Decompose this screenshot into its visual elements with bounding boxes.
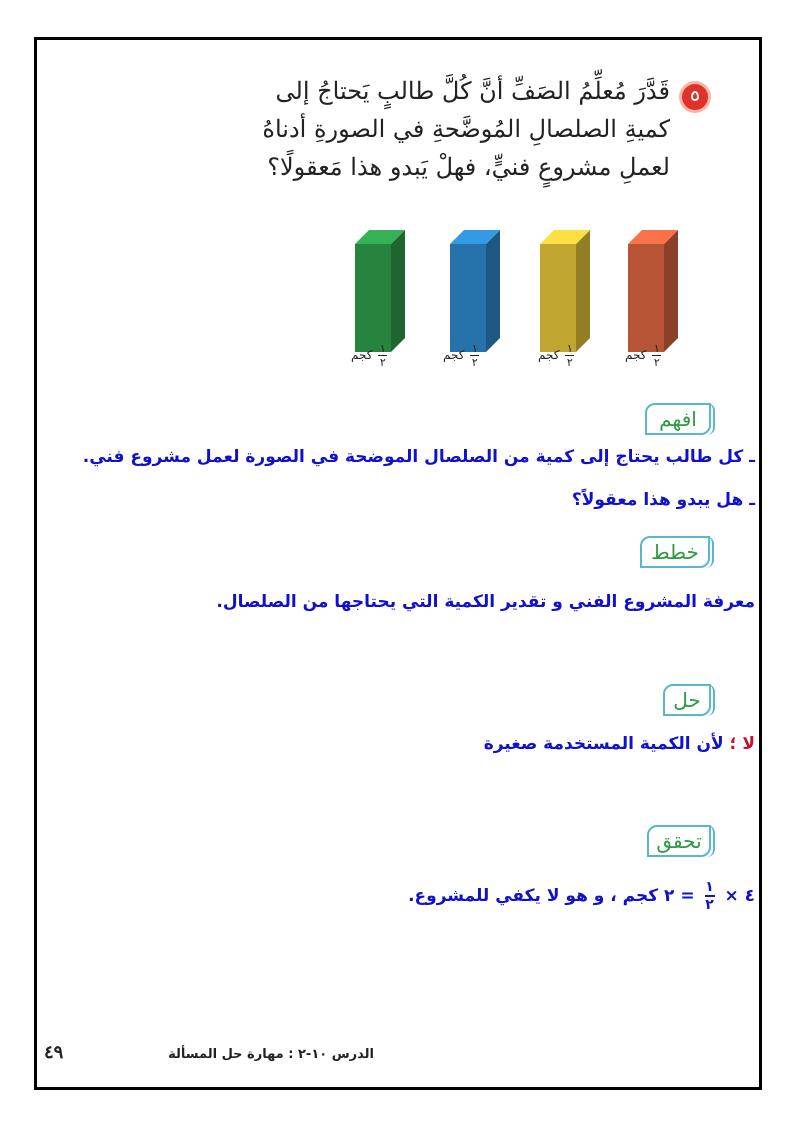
clay-block-green (355, 230, 405, 352)
clay-block-side (486, 230, 500, 352)
clay-blocks-illustration (0, 0, 800, 400)
problem-line-1: قَدَّرَ مُعلِّمُ الصَفِّ أنَّ كُلَّ طالبٍ يَحتاجُ إلى (275, 77, 670, 105)
problem-line-3: لعملِ مشروعٍ فنيٍّ، فهلْ يَبدو هذا مَعقولًا؟ (267, 153, 670, 181)
solve-answer: لا ؛ (729, 734, 755, 754)
problem-line-2: كميةِ الصلصالِ المُوضَّحةِ في الصورةِ أدناهُ (262, 115, 670, 143)
block-amount-green: $\frac{١}{٢}$ كجم (351, 342, 386, 369)
solve-reason: لأن الكمية المستخدمة صغيرة (483, 734, 724, 754)
solve-answer-line (484, 734, 755, 754)
clay-block-side (664, 230, 678, 352)
check-suffix: = ٢ كجم ، و هو لا يكفي للمشروع. (408, 886, 695, 906)
clay-block-front (355, 244, 391, 352)
clay-block-front (450, 244, 486, 352)
block-amount-blue: $\frac{١}{٢}$ كجم (443, 342, 478, 369)
section-label-understand: افهم (645, 403, 711, 435)
clay-block-side (576, 230, 590, 352)
section-label-solve: حل (663, 684, 711, 716)
clay-block-front (540, 244, 576, 352)
block-amount-yellow: $\frac{١}{٢}$ كجم (538, 342, 573, 369)
clay-block-red (628, 230, 678, 352)
check-prefix: ٤ × (724, 886, 755, 906)
check-equation (408, 880, 755, 912)
section-label-plan: خطط (640, 536, 710, 568)
block-amount-red: $\frac{١}{٢}$ كجم (625, 342, 660, 369)
footer-lesson-title: الدرس ١٠-٢ : مهارة حل المسألة (168, 1047, 374, 1062)
check-fraction: $\frac{١}{٢}$ (705, 879, 714, 913)
understand-line-2: ـ هل يبدو هذا معقولاً؟ (571, 490, 755, 510)
clay-block-front (628, 244, 664, 352)
page-number: ٤٩ (44, 1042, 64, 1063)
understand-line-1: ـ كل طالب يحتاج إلى كمية من الصلصال الموضحة في الصورة لعمل مشروع فني. (82, 447, 755, 467)
clay-block-blue (450, 230, 500, 352)
clay-block-yellow (540, 230, 590, 352)
plan-line-1: معرفة المشروع الفني و تقدير الكمية التي يحتاجها من الصلصال. (216, 592, 755, 612)
section-label-check: تحقق (647, 825, 711, 857)
clay-block-side (391, 230, 405, 352)
